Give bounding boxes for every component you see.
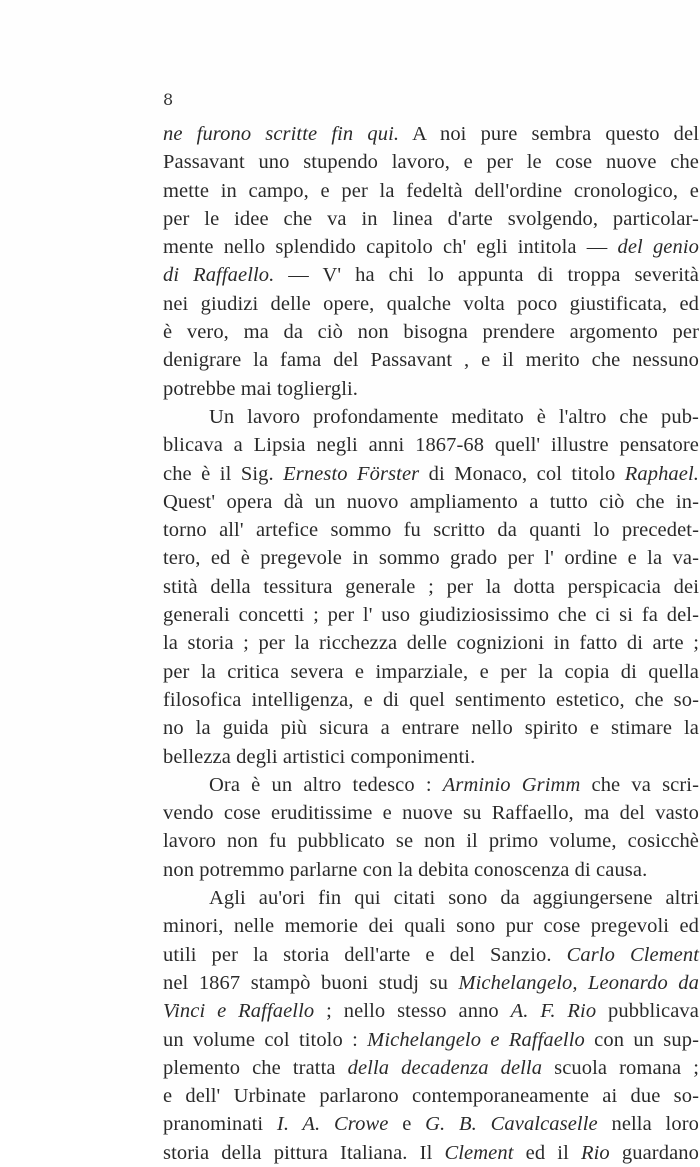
text-line (163, 290, 699, 318)
text-segment: pubblicava (596, 1000, 699, 1023)
text-line (163, 856, 699, 884)
italic-text: I. A. Crowe (276, 1113, 389, 1136)
text-segment: nel 1867 stampò buoni studj su (163, 971, 459, 994)
text-segment: denigrare la fama del Passavant , e il merito che nessuno (163, 349, 699, 372)
text-line (163, 827, 699, 855)
italic-text: Rio (581, 1141, 610, 1164)
text-line (163, 658, 699, 686)
italic-text: Raphael. (624, 462, 699, 485)
text-line (163, 714, 699, 742)
italic-text: A. F. Rio (510, 1000, 597, 1023)
text-line (163, 375, 699, 403)
text-segment: pranominati (163, 1113, 277, 1136)
paragraph (163, 884, 699, 1167)
text-segment: bellezza degli artistici componimenti. (163, 745, 476, 768)
italic-text: Arminio Grimm (442, 773, 581, 796)
text-line (163, 743, 699, 771)
text-segment: è vero, ma da ciò non bisogna prendere argomento per (163, 321, 699, 344)
text-segment: no la guida più sicura a entrare nello spirito e stimare la (163, 717, 699, 740)
text-segment: mente nello splendido capitolo ch' egli intitola — (163, 236, 618, 259)
text-segment: Quest' opera dà un nuovo ampliamento a tutto ciò che in- (163, 490, 699, 513)
text-segment: Un lavoro profondamente meditato è l'altro che pub- (209, 405, 699, 428)
italic-text: Michelangelo e Raffaello (367, 1028, 585, 1051)
italic-text: ne furono scritte fin qui. (163, 123, 400, 145)
text-line (163, 912, 699, 940)
text-line (163, 969, 699, 997)
text-segment: Ora è un altro tedesco : (209, 773, 443, 796)
paragraph (163, 403, 699, 771)
text-line (163, 1026, 699, 1054)
text-segment: generali concetti ; per l' uso giudiziosissimo che ci si fa del- (163, 604, 699, 627)
text-line (163, 629, 699, 657)
italic-text: del genio (617, 236, 699, 259)
text-segment: e (388, 1113, 426, 1136)
text-line (163, 997, 699, 1025)
text-line (163, 148, 699, 176)
italic-text: della decadenza della (347, 1056, 543, 1079)
text-line (163, 177, 699, 205)
text-segment: nella loro (597, 1113, 699, 1136)
text-line (163, 1139, 699, 1167)
italic-text: Michelangelo, Leonardo da (458, 971, 699, 994)
text-line (163, 318, 699, 346)
text-segment: per le idee che va in linea d'arte svolgendo, particolar- (163, 207, 699, 230)
paragraph (163, 120, 699, 403)
text-line (163, 601, 699, 629)
text-segment: — V' ha chi lo appunta di troppa severità (274, 264, 699, 287)
text-segment: A noi pure sembra questo del (399, 123, 699, 145)
text-segment: blicava a Lipsia negli anni 1867-68 quell' illustre pensatore (163, 434, 699, 457)
italic-text: Carlo Clement (566, 943, 699, 966)
body-text (163, 120, 699, 1167)
text-segment: tero, ed è pregevole in sommo grado per l' ordine e la va- (163, 547, 699, 570)
text-segment: Passavant uno stupendo lavoro, e per le cose nuove che (163, 151, 699, 174)
text-line (163, 771, 699, 799)
text-line (163, 431, 699, 459)
text-line (163, 941, 699, 969)
text-segment: plemento che tratta (163, 1056, 348, 1079)
text-segment: torno all' artefice sommo fu scritto da quanti lo precedet- (163, 519, 699, 542)
text-segment: non potremmo parlarne con la debita conoscenza di causa. (163, 858, 648, 881)
text-segment: la storia ; per la ricchezza delle cognizioni in fatto di arte ; (163, 632, 699, 655)
text-segment: stità della tessitura generale ; per la dotta perspicacia dei (163, 575, 699, 598)
text-segment: che va scri- (580, 773, 699, 796)
italic-text: Clement (444, 1141, 514, 1164)
text-segment: con un sup- (584, 1028, 699, 1051)
paragraph (163, 771, 699, 884)
text-line (163, 233, 699, 261)
text-line (163, 573, 699, 601)
text-line (163, 120, 699, 148)
text-segment: lavoro non fu pubblicato se non il primo volume, cosicchè (163, 830, 699, 853)
text-line (163, 516, 699, 544)
italic-text: Ernesto Förster (283, 462, 420, 485)
text-segment: per la critica severa e imparziale, e per la copia di quella (163, 660, 699, 683)
page-number: 8 (163, 90, 174, 109)
text-segment: un volume col titolo : (163, 1028, 368, 1051)
text-segment: e dell' Urbinate parlarono contemporaneamente ai due so- (163, 1085, 699, 1108)
text-segment: mette in campo, e per la fedeltà dell'ordine cronologico, e (163, 179, 699, 202)
text-line (163, 205, 699, 233)
text-segment: ; nello stesso anno (314, 1000, 511, 1023)
text-segment: Agli au'ori fin qui citati sono da aggiungersene altri (209, 887, 699, 910)
text-line (163, 1082, 699, 1110)
text-line (163, 460, 699, 488)
text-segment: che è il Sig. (163, 462, 284, 485)
text-segment: di Monaco, col titolo (419, 462, 625, 485)
text-line (163, 488, 699, 516)
text-segment: filosofica intelligenza, e di quel sentimento estetico, che so- (163, 688, 699, 711)
text-segment: ed il (513, 1141, 582, 1164)
text-segment: storia della pittura Italiana. Il (163, 1141, 445, 1164)
italic-text: G. B. Cavalcaselle (425, 1113, 598, 1136)
text-segment: nei giudizi delle opere, qualche volta poco giustificata, ed (163, 292, 699, 315)
text-segment: minori, nelle memorie dei quali sono pur cose pregevoli ed (163, 915, 699, 938)
italic-text: Vinci e Raffaello (163, 1000, 315, 1023)
text-line (163, 1054, 699, 1082)
text-line (163, 544, 699, 572)
text-segment: potrebbe mai togliergli. (163, 377, 359, 400)
text-line (163, 1110, 699, 1138)
text-segment: utili per la storia dell'arte e del Sanzio. (163, 943, 567, 966)
text-line (163, 403, 699, 431)
text-line (163, 884, 699, 912)
text-segment: guardano (609, 1141, 699, 1164)
text-segment: vendo cose eruditissime e nuove su Raffaello, ma del vasto (163, 802, 699, 825)
text-line (163, 261, 699, 289)
text-line (163, 799, 699, 827)
italic-text: di Raffaello. (163, 264, 275, 287)
text-segment: scuola romana ; (542, 1056, 700, 1079)
text-line (163, 686, 699, 714)
text-line (163, 346, 699, 374)
